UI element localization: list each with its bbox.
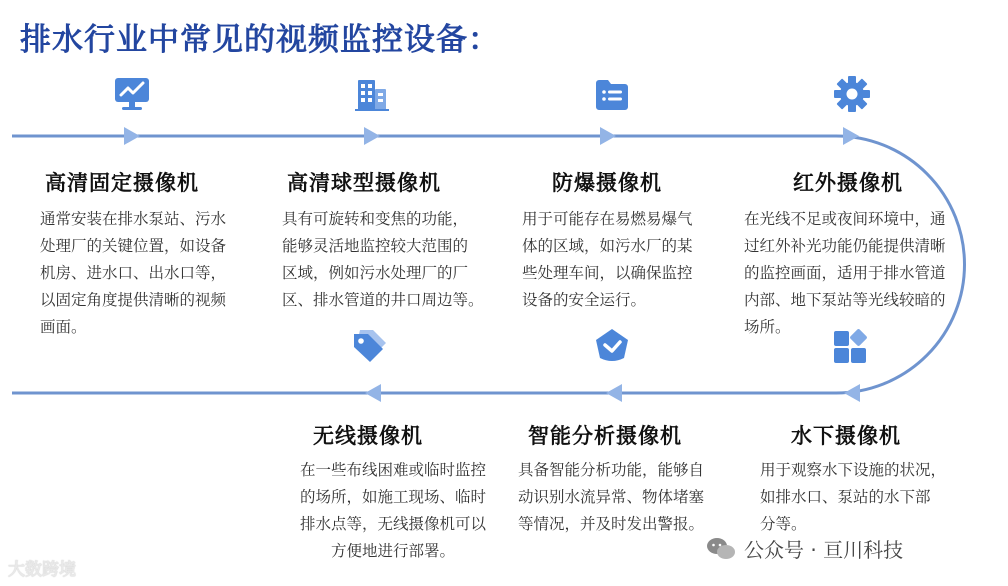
desc-line: 过红外补光功能仍能提供清晰 — [744, 237, 946, 255]
arrow-right — [364, 127, 380, 145]
device-desc-smart-analysis — [518, 457, 740, 538]
monitor-chart-icon — [112, 74, 152, 114]
desc-line: 通常安装在排水泵站、污水 — [40, 210, 227, 228]
desc-line: 具有可旋转和变焦的功能， — [282, 210, 469, 228]
desc-line: 动识别水流异常、物体堵塞 — [518, 488, 705, 506]
device-desc-underwater — [760, 457, 980, 538]
desc-line: 处理厂的关键位置，如设备 — [40, 237, 227, 255]
device-title-wireless: 无线摄像机 — [313, 424, 423, 448]
building-icon — [352, 74, 392, 114]
desc-line: 能够灵活地监控较大范围的 — [282, 237, 469, 255]
arrow-left — [365, 384, 381, 402]
device-title-smart-analysis: 智能分析摄像机 — [528, 424, 682, 448]
desc-line: 用于观察水下设施的状况， — [760, 461, 947, 479]
desc-line: 内部、地下泵站等光线较暗的 — [744, 291, 946, 309]
desc-line: 区、排水管道的井口周边等。 — [282, 291, 484, 309]
arrow-left — [606, 384, 622, 402]
desc-line: 等情况，并及时发出警报。 — [518, 515, 705, 533]
desc-line: 在光线不足或夜间环境中，通 — [744, 210, 946, 228]
watermark-right — [706, 534, 903, 563]
desc-line: 的场所，如施工现场、临时 — [299, 488, 486, 506]
desc-line: 机房、进水口、出水口等， — [40, 264, 227, 282]
desc-line: 体的区域，如污水厂的某 — [522, 237, 693, 255]
watermark-right-text: 公众号 · 亘川科技 — [744, 538, 904, 562]
device-title-infrared: 红外摄像机 — [793, 171, 903, 195]
device-desc-hd-dome — [282, 206, 512, 314]
desc-line: 用于可能存在易燃易爆气 — [522, 210, 693, 228]
device-desc-hd-fixed — [40, 206, 262, 341]
desc-line: 具备智能分析功能，能够自 — [518, 461, 705, 479]
desc-line: 场所。 — [744, 318, 791, 336]
check-badge-icon — [592, 326, 632, 366]
desc-line: 设备的安全运行。 — [522, 291, 647, 309]
desc-line: 如排水口、泵站的水下部 — [760, 488, 931, 506]
gear-icon — [832, 74, 872, 114]
device-desc-wireless — [280, 457, 506, 565]
desc-line: 的监控画面，适用于排水管道 — [744, 264, 946, 282]
document-list-icon — [592, 74, 632, 114]
desc-line: 方便地进行部署。 — [330, 542, 455, 560]
arrow-right — [843, 127, 859, 145]
desc-line: 区域，例如污水处理厂的厂 — [282, 264, 469, 282]
tags-icon — [350, 326, 390, 366]
wechat-icon — [706, 536, 736, 562]
desc-line: 些处理车间，以确保监控 — [522, 264, 693, 282]
device-desc-infrared — [744, 206, 984, 341]
device-title-underwater: 水下摄像机 — [791, 424, 901, 448]
device-desc-explosion-proof — [522, 206, 727, 314]
desc-line: 在一些布线困难或临时监控 — [299, 461, 486, 479]
desc-line: 画面。 — [40, 318, 87, 336]
desc-line: 分等。 — [760, 515, 807, 533]
arrow-right — [600, 127, 616, 145]
page-title: 排水行业中常见的视频监控设备： — [20, 22, 500, 58]
desc-line: 以固定角度提供清晰的视频 — [40, 291, 227, 309]
arrow-right — [124, 127, 140, 145]
watermark-left: 大数跨境 — [8, 560, 76, 580]
device-title-hd-fixed: 高清固定摄像机 — [45, 171, 199, 195]
device-title-hd-dome: 高清球型摄像机 — [287, 171, 441, 195]
arrow-left — [844, 384, 860, 402]
desc-line: 排水点等，无线摄像机可以 — [299, 515, 486, 533]
device-title-explosion-proof: 防爆摄像机 — [552, 171, 662, 195]
